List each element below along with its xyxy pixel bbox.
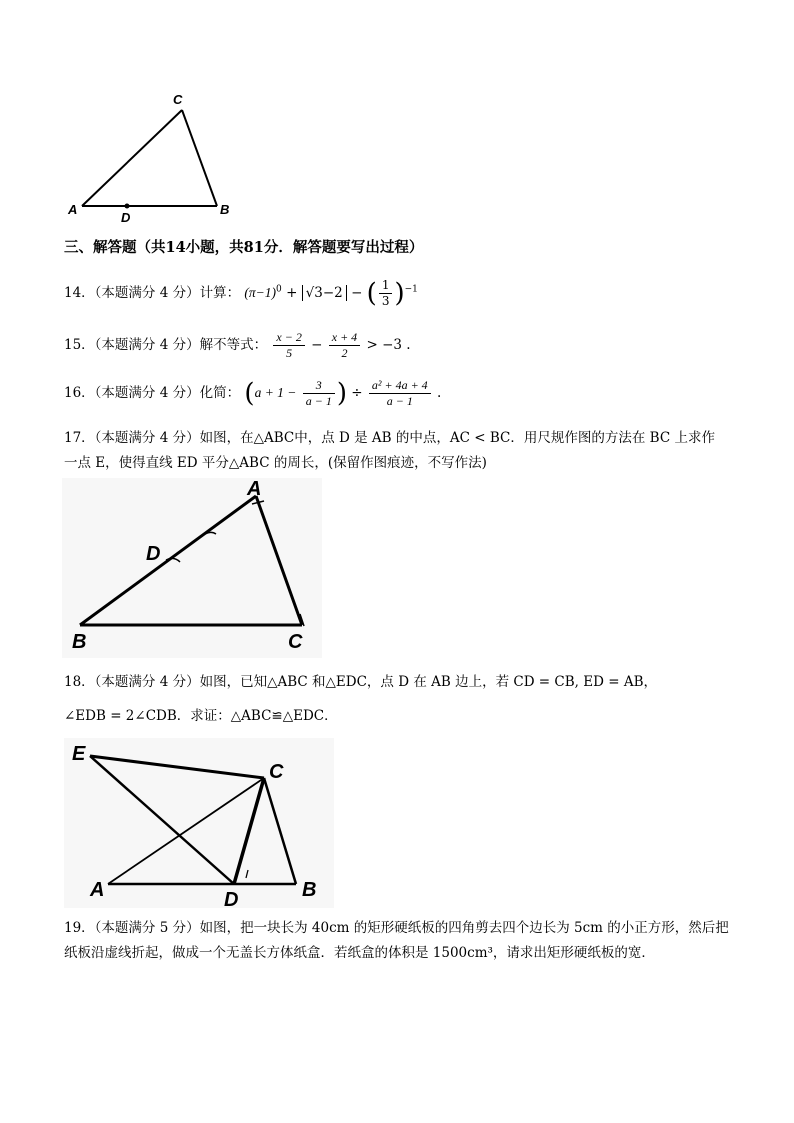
vertex-label-C: C	[173, 92, 183, 107]
q16-lead: a + 1 −	[254, 385, 297, 400]
triangle-figure-17	[62, 478, 322, 658]
q15-rhs: > −3 .	[366, 337, 411, 353]
point-label-D: D	[224, 889, 239, 911]
q15-fraction-1: $\frac{x - 2}{5}$	[273, 330, 304, 361]
q16-end: .	[436, 385, 442, 401]
q16-prefix: 16．（本题满分 4 分）化简：	[64, 385, 241, 401]
q15-minus: −	[311, 337, 323, 353]
question-19-line-1: 19．（本题满分 5 分）如图，把一块长为 40cm 的矩形硬纸板的四角剪去四个边长为 5cm 的小正方形，然后把	[64, 920, 729, 936]
q14-fraction: $\frac{1}{3}$	[379, 278, 393, 309]
vertex-label-A: A	[90, 879, 105, 901]
q16-div: ÷	[351, 385, 363, 401]
vertex-label-B: B	[302, 879, 317, 901]
vertex-label-A: A	[247, 478, 262, 500]
q14-prefix: 14．（本题满分 4 分）计算：	[64, 285, 241, 301]
vertex-label-C: C	[288, 631, 303, 653]
q14-exp-neg1: −1	[404, 284, 418, 295]
section-heading: 三、解答题（共14小题，共81分．解答题要写出过程）	[64, 239, 424, 256]
question-17-line-1: 17．（本题满分 4 分）如图，在△ABC中，点 D 是 AB 的中点，AC < BC．用尺规作图的方法在 BC 上求作	[64, 430, 715, 446]
vertex-label-C: C	[269, 761, 284, 783]
triangle-figure-13	[60, 88, 250, 228]
q16-fraction-2: $\frac{\text{a² + 4a + 4}}{a - 1}$	[369, 378, 431, 409]
question-18-line-2: ∠EDB = 2∠CDB．求证：△ABC≌△EDC．	[64, 708, 338, 724]
q14-exp-0: 0	[276, 284, 282, 295]
q14-minus: −	[351, 285, 363, 301]
question-16: 16．（本题满分 4 分）化简： (a + 1 − $\frac{3}{a - 1}$ ) ÷ $\frac{\text{a² + 4a + 4}}{a - 1}$ .	[64, 378, 442, 409]
question-19-line-2: 纸板沿虚线折起，做成一个无盖长方体纸盒．若纸盒的体积是 1500cm³，请求出矩形硬纸板的宽．	[64, 945, 655, 961]
q16-fraction-1: $\frac{3}{a - 1}$	[303, 378, 335, 409]
vertex-label-B: B	[220, 202, 230, 217]
vertex-label-A: A	[68, 202, 78, 217]
point-label-D: D	[121, 210, 131, 225]
point-label-D: D	[146, 543, 161, 565]
q14-abs: √3−2	[302, 285, 347, 301]
vertex-label-E: E	[72, 743, 86, 765]
question-15	[64, 330, 411, 361]
question-14: 14．（本题满分 4 分）计算： $(\pi-1)^0 + √3-2$ − ( $\frac{1}{3}$ )$^{-1}$	[64, 278, 418, 309]
q15-fraction-2: $\frac{x + 4}{2}$	[329, 330, 360, 361]
triangle-figure-18	[64, 738, 334, 911]
question-18-line-1: 18．（本题满分 4 分）如图，已知△ABC 和△EDC，点 D 在 AB 边上，若 CD = CB, ED = AB，	[64, 674, 657, 690]
q15-prefix: 15．（本题满分 4 分）解不等式：	[64, 337, 268, 353]
question-17-line-2: 一点 E，使得直线 ED 平分△ABC 的周长，(保留作图痕迹，不写作法)	[64, 455, 487, 471]
q14-plus: +	[286, 285, 298, 301]
q14-term-pi: (π−1)	[244, 285, 277, 300]
vertex-label-B: B	[72, 631, 87, 653]
